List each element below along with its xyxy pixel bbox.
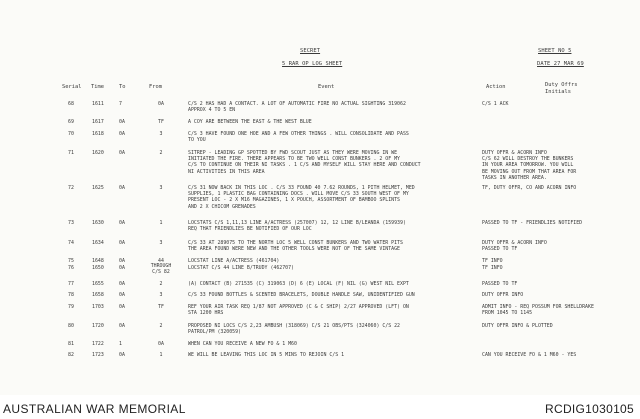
to-cell: 1 xyxy=(119,341,122,347)
to-cell: 0A xyxy=(119,258,125,264)
to-cell: 0A xyxy=(119,131,125,137)
sheet-date: DATE 27 MAR 69 xyxy=(537,61,584,67)
from-cell: 3 xyxy=(159,131,163,137)
from-cell: 3 xyxy=(159,292,163,298)
serial-cell: 68 xyxy=(68,101,74,107)
event-cell: C/S 3 HAVE FOUND ONE HOE AND A FEW OTHER THINGS . WILL CONSOLIDATE AND PASS TO YOU xyxy=(188,131,409,144)
to-cell: 0A xyxy=(119,281,125,287)
serial-cell: 77 xyxy=(68,281,74,287)
from-cell: 3 xyxy=(159,185,163,191)
event-cell: C/S 33 FOUND BOTTLES & SCENTED BRACELETS, DOUBLE HANDLE SAW, UNIDENTIFIED GUN xyxy=(188,292,415,298)
action-cell: DUTY OFFR INFO & PLOTTED xyxy=(482,323,553,329)
action-cell: TF, DUTY OFFR, CO AND ACORN INFO xyxy=(482,185,577,191)
time-cell: 1620 xyxy=(92,150,104,156)
event-cell: LOCSTAT LINE A/ACTRESS (461704) xyxy=(188,258,280,264)
from-cell: 1 xyxy=(159,220,163,226)
serial-cell: 81 xyxy=(68,341,74,347)
time-cell: 1658 xyxy=(92,292,104,298)
time-cell: 1650 xyxy=(92,265,104,271)
event-cell: WE WILL BE LEAVING THIS LOC IN 5 MINS TO REJOIN C/S 1 xyxy=(188,352,345,358)
action-cell: ADMIT INFO - REQ POSSUM FOR SHELLDRAKE FROM 1045 TO 1145 xyxy=(482,304,594,317)
time-cell: 1625 xyxy=(92,185,104,191)
event-cell: SITREP - LEADING GP SPOTTED BY FWD SCOUT JUST AS THEY WERE MOVING IN WE INITIATED THE FIRE. THERE APPEARS TO BE TWO WELL CONST BUNKERS . 2 OF MY C/S TO CONTINUE ON THEIR NI TASKS . 1 C/S AND MYSELF WILL STAY HERE AND CONDUCT NI ACTIVITIES IN THIS AREA xyxy=(188,150,421,175)
col-action-header: Action xyxy=(486,84,506,90)
log-sheet-title: 5 RAR OP LOG SHEET xyxy=(282,61,343,67)
action-cell: PASSED TO TF - FRIENDLIES NOTIFIED xyxy=(482,220,583,226)
to-cell: 0A xyxy=(119,240,125,246)
serial-cell: 76 xyxy=(68,265,74,271)
serial-cell: 70 xyxy=(68,131,74,137)
action-cell: DUTY OFFR & ACORN INFO C/S 62 WILL DESTROY THE BUNKERS IN YOUR AREA TOMORROW. YOU WILL BE MOVING OUT FROM THAT AREA FOR TASKS IN ANOTHER AREA. xyxy=(482,150,577,181)
from-cell: TF xyxy=(158,304,164,310)
serial-cell: 73 xyxy=(68,220,74,226)
serial-cell: 71 xyxy=(68,150,74,156)
sheet-number: SHEET NO 5 xyxy=(538,48,572,54)
to-cell: 0A xyxy=(119,304,125,310)
action-cell: TF INFO xyxy=(482,265,503,271)
to-cell: 0A xyxy=(119,185,125,191)
serial-cell: 74 xyxy=(68,240,74,246)
action-cell: DUTY OFFR INFO xyxy=(482,292,524,298)
time-cell: 1618 xyxy=(92,131,104,137)
from-cell: 1 xyxy=(159,352,163,358)
from-cell: THROUGH C/S 82 xyxy=(150,263,172,276)
time-cell: 1655 xyxy=(92,281,104,287)
col-serial-header: Serial xyxy=(62,84,82,90)
event-cell: PROPOSED NI LOCS C/S 2,23 AMBUSH (318069) C/S 21 OBS/PTS (324060) C/S 22 PATROL/PM (320059) xyxy=(188,323,400,336)
event-cell: C/S 31 NOW BACK IN THIS LOC . C/S 33 FOUND 40 7.62 ROUNDS, 1 PITH HELMET, MED SUPPLIES, 1 PLASTIC BAG CONTAINING DOCS . WILL MOVE C/S 33 SOUTH WEST OF MY PRESENT LOC - 2 X M16 MAGAZINES, 1 X POUCH, ASSORTMENT OF BAMBOO SPLINTS AND 2 X CHICOM GRENADES xyxy=(188,185,415,210)
action-cell: TF INFO xyxy=(482,258,503,264)
from-cell: 2 xyxy=(159,281,163,287)
from-cell: 3 xyxy=(159,240,163,246)
event-cell: (A) CONTACT (B) 271535 (C) 319063 (D) 6 (E) LOCAL (F) NIL (G) WEST NIL EXPT xyxy=(188,281,409,287)
event-cell: C/S 33 AT 289075 TO THE NORTH LOC 5 WELL CONST BUNKERS AND TWO WATER PITS THE AREA FOUND WERE NEW AND THE OTHER TOOLS WERE NOT OF THE SAME VINTAGE xyxy=(188,240,403,253)
event-cell: LOCSTAT C/S 44 LINE B/TRUDY (462707) xyxy=(188,265,294,271)
serial-cell: 82 xyxy=(68,352,74,358)
from-cell: 0A xyxy=(158,341,164,347)
time-cell: 1630 xyxy=(92,220,104,226)
time-cell: 1723 xyxy=(92,352,104,358)
serial-cell: 80 xyxy=(68,323,74,329)
time-cell: 1617 xyxy=(92,119,104,125)
time-cell: 1634 xyxy=(92,240,104,246)
to-cell: 7 xyxy=(119,101,122,107)
from-cell: TF xyxy=(158,119,164,125)
from-cell: 2 xyxy=(159,323,163,329)
col-duty-header: Duty Offrs Initials xyxy=(545,82,578,95)
to-cell: 0A xyxy=(119,119,125,125)
archive-reference: RCDIG1030105 xyxy=(545,402,634,416)
from-cell: 44 xyxy=(158,258,164,264)
serial-cell: 79 xyxy=(68,304,74,310)
action-cell: CAN YOU RECEIVE FO & 1 M60 - YES xyxy=(482,352,577,358)
event-cell: C/S 2 HAS HAD A CONTACT. A LOT OF AUTOMATIC FIRE NO ACTUAL SIGHTING 319062 APPROX 4 TO 5 EN xyxy=(188,101,406,114)
col-event-header: Event xyxy=(318,84,335,90)
to-cell: 0A xyxy=(119,292,125,298)
to-cell: 0A xyxy=(119,150,125,156)
col-to-header: To xyxy=(119,84,126,90)
action-cell: C/S 1 ACK xyxy=(482,101,509,107)
time-cell: 1722 xyxy=(92,341,104,347)
event-cell: WHEN CAN YOU RECEIVE A NEW FO & 1 M60 xyxy=(188,341,297,347)
to-cell: 0A xyxy=(119,352,125,358)
action-cell: DUTY OFFR & ACORN INFO PASSED TO TF xyxy=(482,240,547,253)
from-cell: 2 xyxy=(159,150,163,156)
to-cell: 0A xyxy=(119,265,125,271)
to-cell: 0A xyxy=(119,220,125,226)
event-cell: A COY ARE BETWEEN THE EAST & THE WEST BLUE xyxy=(188,119,312,125)
time-cell: 1611 xyxy=(92,101,104,107)
archive-name: AUSTRALIAN WAR MEMORIAL xyxy=(3,402,186,416)
from-cell: 0A xyxy=(158,101,164,107)
time-cell: 1720 xyxy=(92,323,104,329)
serial-cell: 72 xyxy=(68,185,74,191)
to-cell: 0A xyxy=(119,323,125,329)
action-cell: PASSED TO TF xyxy=(482,281,518,287)
event-cell: REF YOUR AIR TASK REQ 1/87 NOT APPROVED (C & C SHIP) 2/27 APPROVED (LFT) ON STA 1200 HRS xyxy=(188,304,409,317)
serial-cell: 75 xyxy=(68,258,74,264)
time-cell: 1648 xyxy=(92,258,104,264)
serial-cell: 78 xyxy=(68,292,74,298)
time-cell: 1703 xyxy=(92,304,104,310)
col-time-header: Time xyxy=(91,84,104,90)
classification-title: SECRET xyxy=(300,48,321,54)
serial-cell: 69 xyxy=(68,119,74,125)
event-cell: LOCSTATS C/S 1,11,13 LINE A/ACTRESS (257007) 12, 12 LINE B/LEANDA (159939) REQ THAT FRIENDLIES BE NOTIFIED OF OUR LOC xyxy=(188,220,406,233)
col-from-header: From xyxy=(149,84,162,90)
archive-footer xyxy=(0,400,640,419)
